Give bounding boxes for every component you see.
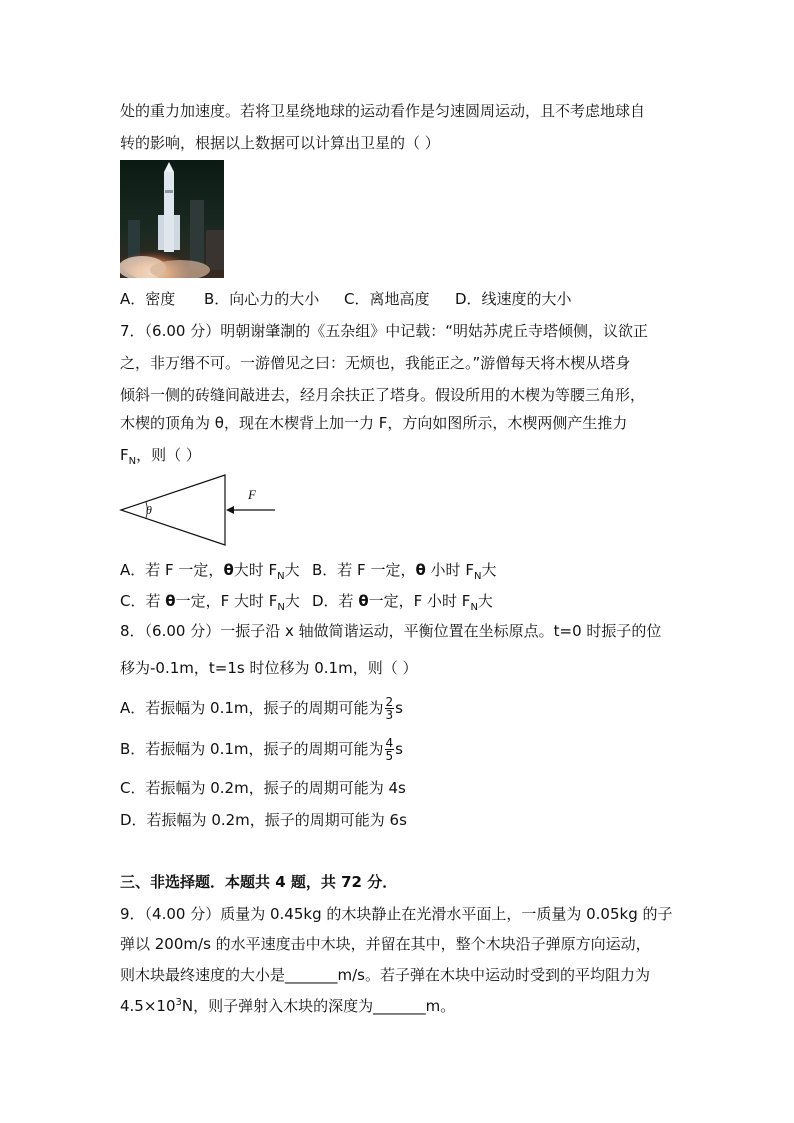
q9-line4: $4.5\times 10^3N$，则子弹射入木块的深度为_______m。 [120, 997, 456, 1015]
q9-line3: 则木块最终速度的大小是_______m/s。若子弹在木块中运动时受到的平均阻力为 [120, 966, 650, 984]
q8-line2: 移为-0.1m，t=1s 时位移为 0.1m，则（ ） [120, 659, 418, 677]
force-label: F [248, 487, 256, 502]
q9-line2: 弹以 200m/s 的水平速度击中木块，并留在其中，整个木块沿子弹原方向运动， [120, 935, 651, 953]
q6-text-line1: 处的重力加速度。若将卫星绕地球的运动看作是匀速圆周运动，且不考虑地球自 [120, 102, 646, 120]
q7-line3: 倾斜一侧的砖缝间敲进去，经月余扶正了塔身。假设所用的木楔为等腰三角形， [120, 386, 646, 404]
q8-option-a: A．若振幅为 0.1m，振子的周期可能为 $\frac{2}{3}$ s [120, 695, 403, 722]
section-heading: 三、非选择题．本题共 4 题，共 72 分． [120, 873, 398, 891]
q6-option-b: B．向心力的大小 [204, 290, 320, 308]
q8-line1: 8．（6.00 分）一振子沿 x 轴做简谐运动，平衡位置在坐标原点。t=0 时振子的位 [120, 622, 662, 640]
q7-option-d: D．若 θ一定，F 小时 $F_N$大 [312, 592, 493, 613]
q8-option-c: C．若振幅为 0.2m，振子的周期可能为 4s [120, 779, 406, 797]
rocket-launch-photo [120, 160, 224, 278]
q8-option-d: D．若振幅为 0.2m，振子的周期可能为 6s [120, 811, 407, 829]
q6-option-d: D．线速度的大小 [455, 290, 572, 308]
q6-option-c: C．离地高度 [344, 290, 430, 308]
fraction: $\frac{4}{5}$ [385, 736, 394, 763]
q7-option-b: B．若 F 一定，θ 小时 $F_N$大 [312, 561, 497, 582]
q7-line4: 木楔的顶角为 θ，现在木楔背上加一力 F，方向如图所示，木楔两侧产生推力 [120, 414, 628, 432]
q7-option-c: C．若 θ一定，F 大时 $F_N$大 [120, 592, 300, 613]
wedge-force-diagram [118, 470, 278, 554]
q9-line1: 9．（4.00 分）质量为 0.45kg 的木块静止在光滑水平面上，一质量为 0.05kg 的子 [120, 905, 673, 923]
q6-text-line2: 转的影响，根据以上数据可以计算出卫星的（ ） [120, 134, 440, 152]
q6-option-a: A．密度 [120, 290, 176, 308]
wedge-angle-label: θ [146, 503, 152, 517]
q7-line1: 7．（6.00 分）明朝谢肇淛的《五杂组》中记载：“明姑苏虎丘寺塔倾侧，议欲正 [120, 322, 648, 340]
q7-line2: 之，非万缗不可。一游僧见之曰：无烦也，我能正之。”游僧每天将木楔从塔身 [120, 354, 631, 372]
q7-line5: $F_N$，则（ ） [120, 446, 201, 467]
q7-option-a: A．若 F 一定，θ大时 $F_N$大 [120, 561, 300, 582]
fraction: $\frac{2}{3}$ [385, 695, 394, 722]
q8-option-b: B．若振幅为 0.1m，振子的周期可能为 $\frac{4}{5}$ s [120, 736, 403, 763]
